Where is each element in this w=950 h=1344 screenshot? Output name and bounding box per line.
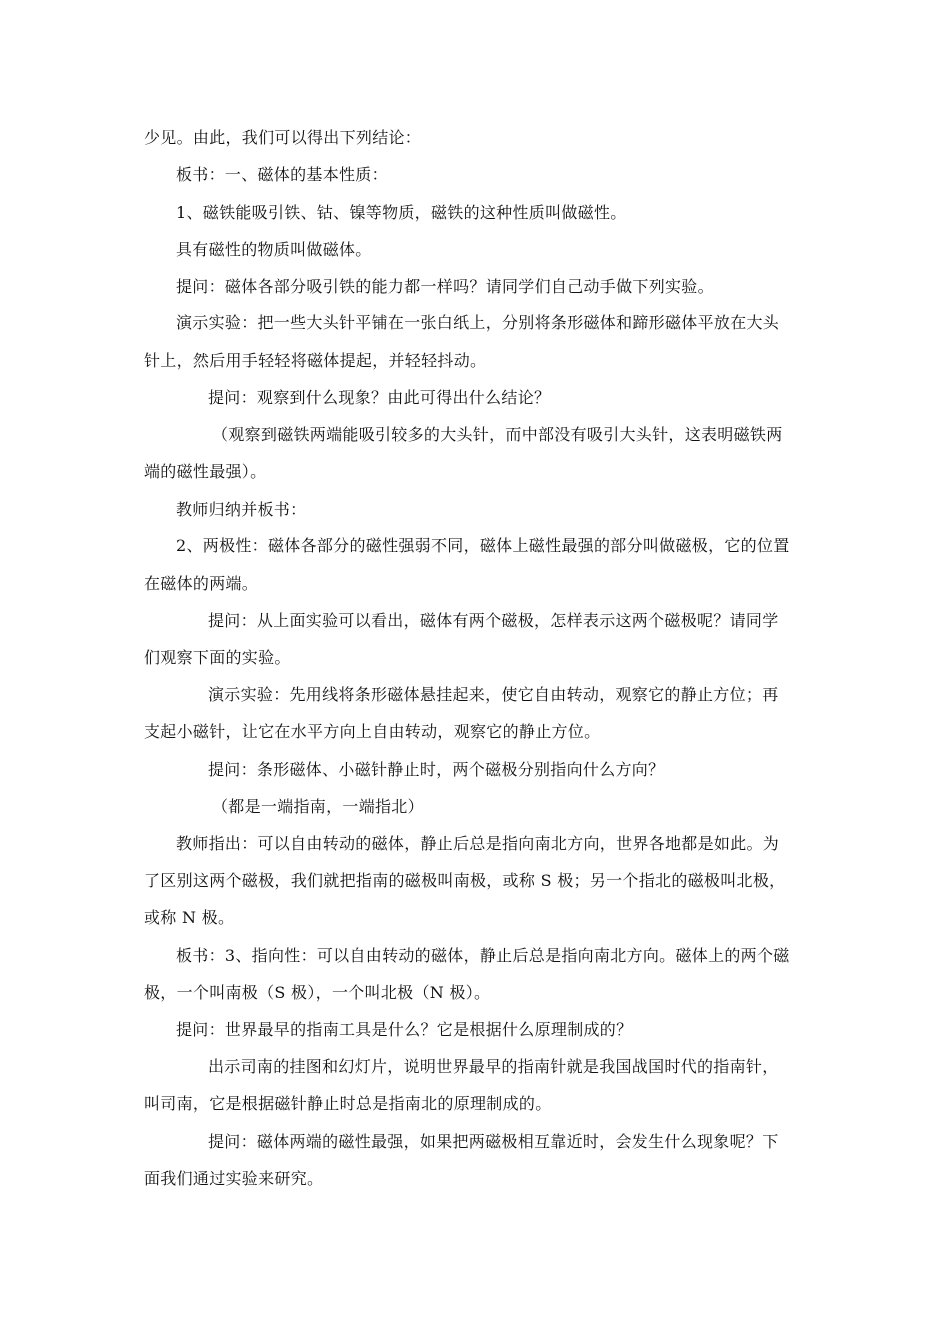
text-line: 演示实验：先用线将条形磁体悬挂起来，使它自由转动，观察它的静止方位；再	[208, 685, 779, 704]
text-line: 少见。由此，我们可以得出下列结论：	[144, 128, 422, 147]
text-line: 们观察下面的实验。	[144, 648, 291, 667]
text-line: 演示实验：把一些大头针平铺在一张白纸上，分别将条形磁体和蹄形磁体平放在大头	[176, 313, 780, 332]
text-line: 了区别这两个磁极，我们就把指南的磁极叫南极，或称 S 极；另一个指北的磁极叫北极，	[144, 871, 786, 890]
text-line: 叫司南，它是根据磁针静止时总是指南北的原理制成的。	[144, 1094, 552, 1113]
text-line: 提问：条形磁体、小磁针静止时，两个磁极分别指向什么方向？	[208, 760, 665, 779]
text-line: 提问：磁体各部分吸引铁的能力都一样吗？请同学们自己动手做下列实验。	[176, 277, 714, 296]
text-line: 教师归纳并板书：	[176, 500, 307, 519]
text-line: 端的磁性最强）。	[144, 462, 267, 481]
text-line: 2、两极性：磁体各部分的磁性强弱不同，磁体上磁性最强的部分叫做磁极，它的位置	[176, 536, 790, 555]
text-line: （都是一端指南，一端指北）	[212, 797, 424, 816]
text-line: 板书：一、磁体的基本性质：	[176, 165, 388, 184]
text-line: 在磁体的两端。	[144, 574, 259, 593]
text-line: 极，一个叫南极（S 极），一个叫北极（N 极）。	[144, 983, 491, 1002]
text-line: 提问：观察到什么现象？由此可得出什么结论？	[208, 388, 551, 407]
text-line: 面我们通过实验来研究。	[144, 1169, 324, 1188]
text-line: 针上，然后用手轻轻将磁体提起，并轻轻抖动。	[144, 351, 487, 370]
text-line: 支起小磁针，让它在水平方向上自由转动，观察它的静止方位。	[144, 722, 601, 741]
text-line: 提问：世界最早的指南工具是什么？它是根据什么原理制成的？	[176, 1020, 633, 1039]
text-line: 出示司南的挂图和幻灯片，说明世界最早的指南针就是我国战国时代的指南针，	[208, 1057, 779, 1076]
text-line: 教师指出：可以自由转动的磁体，静止后总是指向南北方向，世界各地都是如此。为	[176, 834, 780, 853]
text-line: 具有磁性的物质叫做磁体。	[176, 240, 372, 259]
text-line: 板书：3、指向性：可以自由转动的磁体，静止后总是指向南北方向。磁体上的两个磁	[176, 946, 790, 965]
text-line: （观察到磁铁两端能吸引较多的大头针，而中部没有吸引大头针，这表明磁铁两	[212, 425, 783, 444]
text-line: 提问：磁体两端的磁性最强，如果把两磁极相互靠近时，会发生什么现象呢？下	[208, 1132, 779, 1151]
text-line: 提问：从上面实验可以看出，磁体有两个磁极，怎样表示这两个磁极呢？请同学	[208, 611, 779, 630]
text-line: 或称 N 极。	[144, 908, 235, 927]
text-line: 1、磁铁能吸引铁、钴、镍等物质，磁铁的这种性质叫做磁性。	[176, 203, 627, 222]
